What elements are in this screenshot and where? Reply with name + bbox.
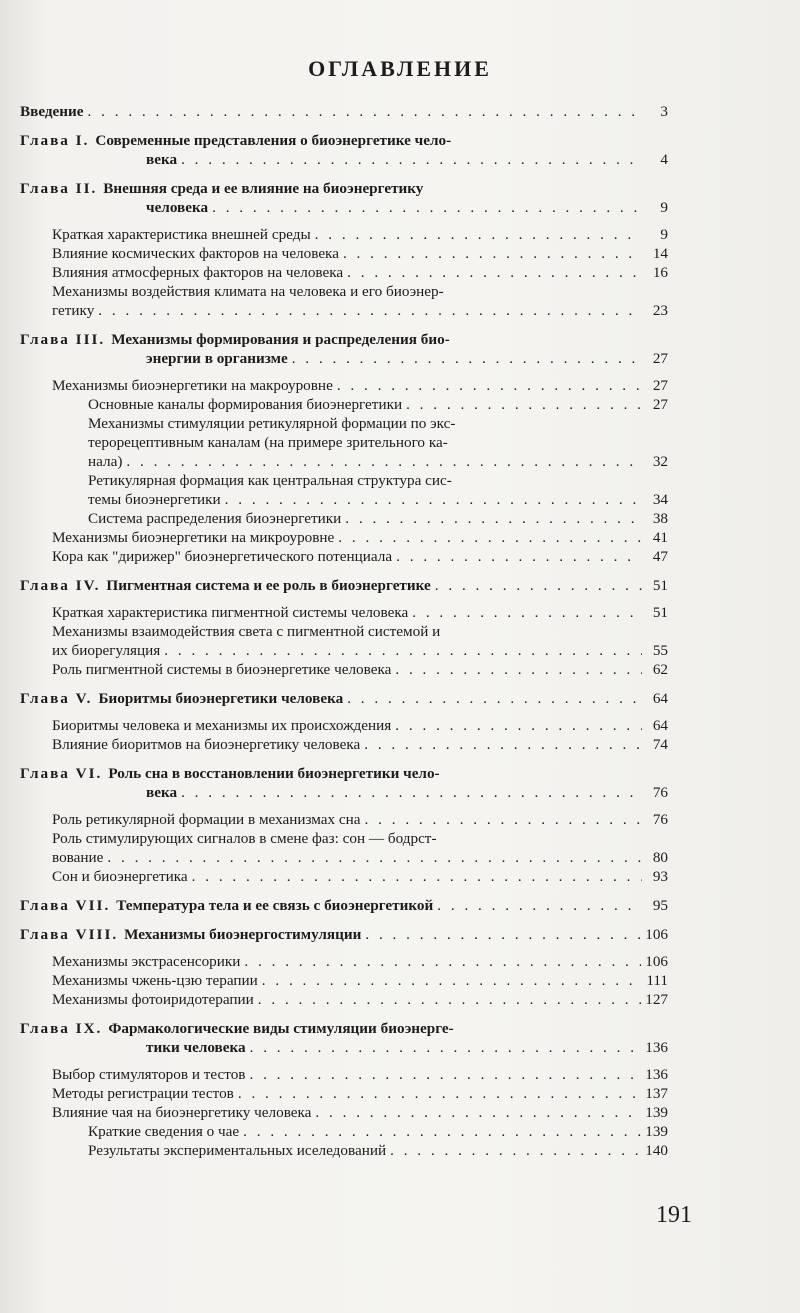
dot-leader xyxy=(364,735,642,754)
toc-entry-line xyxy=(88,490,668,509)
toc-entry-title: Выбор стимуляторов и тестов xyxy=(52,1066,246,1083)
toc-entry-line xyxy=(20,102,668,121)
toc-entry-line xyxy=(88,452,668,471)
toc-entry-line xyxy=(20,179,668,198)
toc-entry-title: века xyxy=(146,151,178,168)
toc-section-entry xyxy=(20,282,668,320)
toc-entry-title: Биоритмы человека и механизмы их происхождения xyxy=(52,717,392,734)
dot-leader xyxy=(395,716,642,735)
toc-subsection-entry xyxy=(20,509,668,528)
toc-entry-line xyxy=(20,783,668,802)
toc-page-number: 76 xyxy=(652,784,668,801)
dot-leader xyxy=(238,1084,641,1103)
toc-entry-line xyxy=(20,330,668,349)
chapter-number: Глава IV. xyxy=(20,577,101,594)
toc-entry-line xyxy=(52,603,668,622)
toc-page-number: 34 xyxy=(652,491,668,508)
toc-section-entry xyxy=(20,528,668,547)
toc-page-number: 23 xyxy=(652,302,668,319)
dot-leader xyxy=(396,547,642,566)
toc-entry-line xyxy=(88,433,668,452)
toc-subsection-entry xyxy=(20,395,668,414)
toc-section-entry xyxy=(20,263,668,282)
toc-entry-line xyxy=(20,150,668,169)
toc-entry-title: терорецептивным каналам (на примере зрительного ка- xyxy=(88,434,448,451)
toc-page-number: 74 xyxy=(652,736,668,753)
toc-page-number: 64 xyxy=(652,717,668,734)
toc-page-number: 106 xyxy=(645,953,668,970)
toc-section-entry xyxy=(20,829,668,867)
dot-leader xyxy=(98,301,642,320)
toc-entry-title: Механизмы биоэнергостимуляции xyxy=(124,926,362,943)
toc-entry-title: Механизмы биоэнергетики на макроуровне xyxy=(52,377,333,394)
toc-page-number: 95 xyxy=(652,897,668,914)
toc-section-entry xyxy=(20,1084,668,1103)
toc-entry-line xyxy=(52,1084,668,1103)
toc-section-entry xyxy=(20,603,668,622)
toc-entry-line xyxy=(52,716,668,735)
toc-entry-line xyxy=(20,576,668,595)
toc-entry-title: Основные каналы формирования биоэнергетики xyxy=(88,396,403,413)
toc-entry-title: Роль ретикулярной формации в механизмах сна xyxy=(52,811,361,828)
dot-leader xyxy=(250,1038,642,1057)
dot-leader xyxy=(338,528,642,547)
toc-entry-title: Результаты экспериментальных иселедований xyxy=(88,1142,387,1159)
dot-leader xyxy=(88,102,642,121)
toc-subsection-entry xyxy=(20,414,668,471)
toc-entry-line xyxy=(52,660,668,679)
toc-entry-title: Краткая характеристика внешней среды xyxy=(52,226,311,243)
toc-entry-line xyxy=(52,848,668,867)
toc-entry-line xyxy=(52,622,668,641)
toc-page-number: 139 xyxy=(645,1123,668,1140)
toc-entry-line xyxy=(52,376,668,395)
toc-page-number: 106 xyxy=(645,926,668,943)
dot-leader xyxy=(262,971,642,990)
toc-entry-line xyxy=(52,263,668,282)
chapter-number: Глава IX. xyxy=(20,1020,103,1037)
dot-leader xyxy=(347,689,642,708)
dot-leader xyxy=(107,848,642,867)
toc-entry-title: тики человека xyxy=(146,1039,246,1056)
toc-entry-title: Механизмы биоэнергетики на микроуровне xyxy=(52,529,335,546)
chapter-number: Глава III. xyxy=(20,331,106,348)
dot-leader xyxy=(212,198,642,217)
toc-entry-title: темы биоэнергетики xyxy=(88,491,221,508)
toc-entry-line xyxy=(52,1103,668,1122)
toc-entry-title: Влияние космических факторов на человека xyxy=(52,245,339,262)
toc-entry-line xyxy=(88,395,668,414)
dot-leader xyxy=(244,952,641,971)
toc-entry-title: Краткие сведения о чае xyxy=(88,1123,240,1140)
toc-section-entry xyxy=(20,990,668,1009)
dot-leader xyxy=(292,349,642,368)
toc-page-number: 136 xyxy=(645,1066,668,1083)
toc-section-entry xyxy=(20,1103,668,1122)
table-of-contents xyxy=(20,102,668,1160)
toc-entry-line xyxy=(52,867,668,886)
dot-leader xyxy=(435,576,642,595)
toc-page-number: 80 xyxy=(652,849,668,866)
toc-entry-line xyxy=(52,225,668,244)
page-number: 191 xyxy=(656,1202,692,1228)
toc-section-entry xyxy=(20,225,668,244)
toc-entry-title: Механизмы воздействия климата на человека и его биоэнер- xyxy=(52,283,444,300)
toc-entry-title: Роль пигментной системы в биоэнергетике человека xyxy=(52,661,392,678)
chapter-number: Глава II. xyxy=(20,180,98,197)
dot-leader xyxy=(412,603,642,622)
toc-entry-title: Механизмы чжень-цзю терапии xyxy=(52,972,258,989)
dot-leader xyxy=(249,1065,641,1084)
toc-page-number: 111 xyxy=(646,972,668,989)
toc-subsection-entry xyxy=(20,471,668,509)
toc-entry-title: их биорегуляция xyxy=(52,642,161,659)
toc-entry-line xyxy=(52,641,668,660)
toc-entry-title: Механизмы стимуляции ретикулярной формации по экс- xyxy=(88,415,456,432)
toc-entry-line xyxy=(52,810,668,829)
toc-page-number: 55 xyxy=(652,642,668,659)
dot-leader xyxy=(192,867,642,886)
toc-entry-title: Механизмы взаимодействия света с пигментной системой и xyxy=(52,623,441,640)
dot-leader xyxy=(225,490,642,509)
toc-section-entry xyxy=(20,867,668,886)
toc-page-number: 4 xyxy=(660,151,668,168)
toc-entry-line xyxy=(20,131,668,150)
toc-entry-line xyxy=(88,1122,668,1141)
toc-page-number: 27 xyxy=(652,377,668,394)
toc-entry-title: Механизмы фотоиридотерапии xyxy=(52,991,254,1008)
dot-leader xyxy=(365,925,641,944)
toc-chapter-entry xyxy=(20,925,668,944)
toc-chapter-entry xyxy=(20,131,668,169)
toc-entry-title: Внешняя среда и ее влияние на биоэнергетику xyxy=(103,180,424,197)
toc-subsection-entry xyxy=(20,1122,668,1141)
dot-leader xyxy=(315,1103,641,1122)
toc-chapter-entry xyxy=(20,896,668,915)
toc-entry-title: Введение xyxy=(20,103,84,120)
toc-entry-line xyxy=(52,1065,668,1084)
toc-entry-title: Роль стимулирующих сигналов в смене фаз: сон — бодрст- xyxy=(52,830,437,847)
toc-entry-line xyxy=(88,414,668,433)
toc-section-entry xyxy=(20,376,668,395)
toc-entry-line xyxy=(20,896,668,915)
toc-chapter-entry xyxy=(20,689,668,708)
dot-leader xyxy=(437,896,642,915)
toc-entry-line xyxy=(52,528,668,547)
toc-section-entry xyxy=(20,547,668,566)
dot-leader xyxy=(181,150,642,169)
toc-page-number: 9 xyxy=(660,199,668,216)
chapter-number: Глава VI. xyxy=(20,765,103,782)
dot-leader xyxy=(365,810,642,829)
toc-entry-title: вование xyxy=(52,849,104,866)
toc-chapter-entry xyxy=(20,102,668,121)
dot-leader xyxy=(164,641,642,660)
toc-entry-title: Температура тела и ее связь с биоэнергетикой xyxy=(116,897,434,914)
toc-entry-line xyxy=(20,689,668,708)
toc-entry-title: Влияния атмосферных факторов на человека xyxy=(52,264,344,281)
toc-entry-line xyxy=(52,735,668,754)
toc-chapter-entry xyxy=(20,576,668,595)
toc-entry-line xyxy=(52,990,668,1009)
dot-leader xyxy=(345,509,642,528)
dot-leader xyxy=(390,1141,641,1160)
toc-entry-line xyxy=(52,244,668,263)
toc-entry-title: Роль сна в восстановлении биоэнергетики чело- xyxy=(108,765,440,782)
toc-entry-title: нала) xyxy=(88,453,123,470)
toc-entry-line xyxy=(52,282,668,301)
toc-entry-title: Влияние чая на биоэнергетику человека xyxy=(52,1104,312,1121)
toc-page-number: 14 xyxy=(652,245,668,262)
toc-page-number: 3 xyxy=(660,103,668,120)
dot-leader xyxy=(347,263,642,282)
chapter-number: Глава VIII. xyxy=(20,926,119,943)
toc-entry-line xyxy=(20,198,668,217)
toc-section-entry xyxy=(20,660,668,679)
toc-section-entry xyxy=(20,244,668,263)
chapter-number: Глава VII. xyxy=(20,897,111,914)
toc-section-entry xyxy=(20,735,668,754)
toc-entry-line xyxy=(52,829,668,848)
toc-section-entry xyxy=(20,810,668,829)
toc-page-number: 9 xyxy=(660,226,668,243)
page-title: ОГЛАВЛЕНИЕ xyxy=(308,56,492,81)
toc-entry-line xyxy=(20,764,668,783)
toc-entry-title: энергии в организме xyxy=(146,350,288,367)
toc-entry-line xyxy=(20,349,668,368)
toc-entry-line xyxy=(52,547,668,566)
toc-page-number: 27 xyxy=(652,350,668,367)
toc-entry-line xyxy=(20,1038,668,1057)
toc-page-number: 38 xyxy=(652,510,668,527)
toc-chapter-entry xyxy=(20,1019,668,1057)
toc-entry-title: Влияние биоритмов на биоэнергетику человека xyxy=(52,736,361,753)
toc-entry-title: Ретикулярная формация как центральная структура сис- xyxy=(88,472,452,489)
dot-leader xyxy=(126,452,642,471)
toc-section-entry xyxy=(20,716,668,735)
dot-leader xyxy=(337,376,642,395)
toc-entry-line xyxy=(88,1141,668,1160)
toc-entry-title: Краткая характеристика пигментной системы человека xyxy=(52,604,409,621)
toc-entry-title: гетику xyxy=(52,302,95,319)
dot-leader xyxy=(181,783,642,802)
toc-page-number: 27 xyxy=(652,396,668,413)
chapter-number: Глава I. xyxy=(20,132,90,149)
toc-page-number: 32 xyxy=(652,453,668,470)
toc-entry-title: человека xyxy=(146,199,209,216)
toc-entry-line xyxy=(52,301,668,320)
toc-section-entry xyxy=(20,952,668,971)
toc-section-entry xyxy=(20,1065,668,1084)
toc-entry-title: Кора как "дирижер" биоэнергетического потенциала xyxy=(52,548,393,565)
toc-page-number: 16 xyxy=(652,264,668,281)
toc-page-number: 93 xyxy=(652,868,668,885)
dot-leader xyxy=(258,990,641,1009)
toc-page-number: 136 xyxy=(645,1039,668,1056)
toc-section-entry xyxy=(20,622,668,660)
toc-entry-title: Механизмы экстрасенсорики xyxy=(52,953,241,970)
toc-entry-title: Биоритмы биоэнергетики человека xyxy=(98,690,344,707)
dot-leader xyxy=(243,1122,641,1141)
toc-page-number: 140 xyxy=(645,1142,668,1159)
toc-entry-title: Механизмы формирования и распределения био- xyxy=(111,331,450,348)
toc-entry-line xyxy=(52,952,668,971)
toc-page-number: 64 xyxy=(652,690,668,707)
toc-entry-line xyxy=(52,971,668,990)
toc-entry-line xyxy=(88,509,668,528)
toc-page-number: 47 xyxy=(652,548,668,565)
toc-chapter-entry xyxy=(20,179,668,217)
toc-page-number: 137 xyxy=(645,1085,668,1102)
toc-page-number: 51 xyxy=(652,604,668,621)
toc-entry-title: Система распределения биоэнергетики xyxy=(88,510,342,527)
dot-leader xyxy=(343,244,642,263)
toc-page-number: 76 xyxy=(652,811,668,828)
dot-leader xyxy=(406,395,642,414)
toc-entry-line xyxy=(20,1019,668,1038)
dot-leader xyxy=(315,225,642,244)
toc-page-number: 127 xyxy=(645,991,668,1008)
dot-leader xyxy=(395,660,642,679)
toc-section-entry xyxy=(20,971,668,990)
toc-entry-title: Фармакологические виды стимуляции биоэнерге- xyxy=(108,1020,454,1037)
toc-entry-title: века xyxy=(146,784,178,801)
toc-page-number: 139 xyxy=(645,1104,668,1121)
toc-page-number: 62 xyxy=(652,661,668,678)
chapter-number: Глава V. xyxy=(20,690,93,707)
toc-subsection-entry xyxy=(20,1141,668,1160)
toc-entry-line xyxy=(20,925,668,944)
toc-entry-title: Пигментная система и ее роль в биоэнергетике xyxy=(106,577,431,594)
toc-entry-title: Сон и биоэнергетика xyxy=(52,868,188,885)
toc-entry-title: Современные представления о биоэнергетике чело- xyxy=(95,132,452,149)
toc-entry-title: Методы регистрации тестов xyxy=(52,1085,234,1102)
toc-entry-line xyxy=(88,471,668,490)
toc-page-number: 51 xyxy=(652,577,668,594)
toc-chapter-entry xyxy=(20,330,668,368)
toc-page-number: 41 xyxy=(652,529,668,546)
toc-chapter-entry xyxy=(20,764,668,802)
